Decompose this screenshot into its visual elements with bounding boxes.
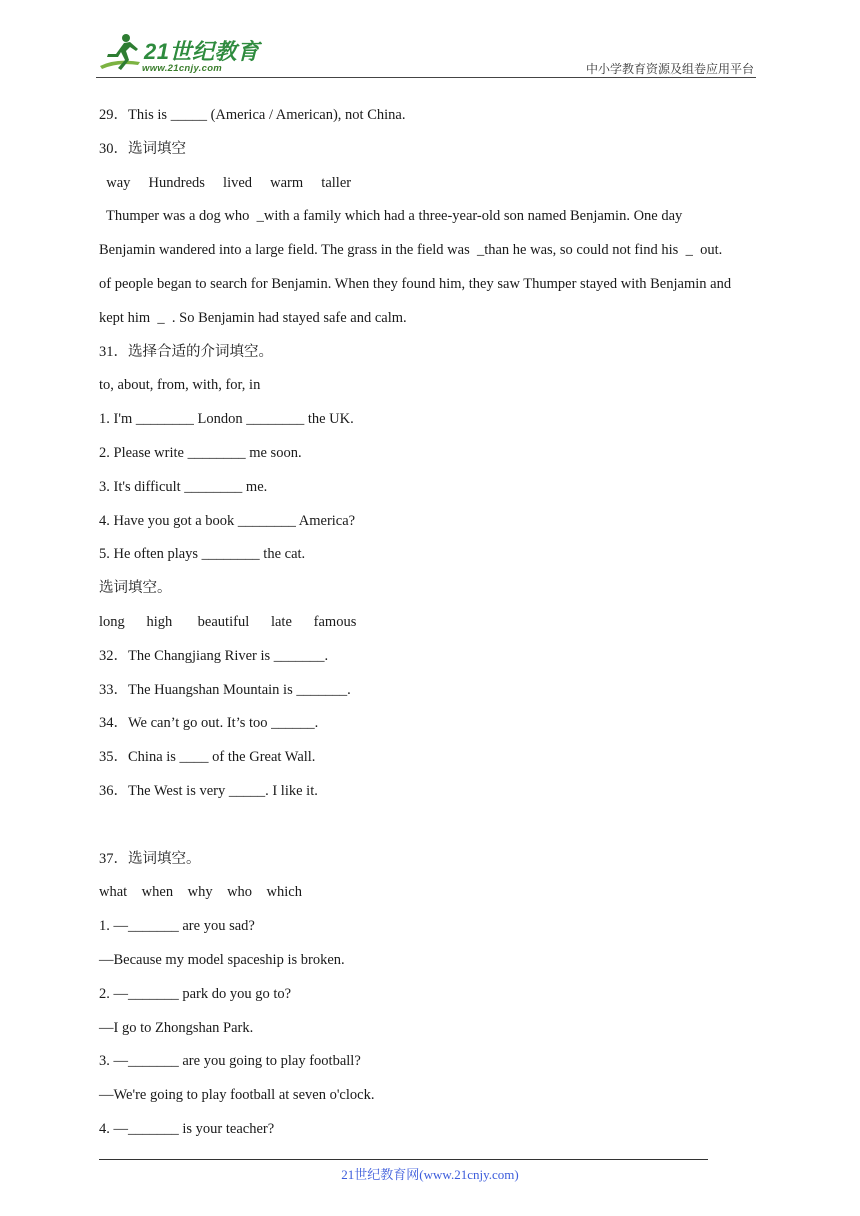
header-divider: [96, 77, 756, 78]
passage-line: Thumper was a dog who _with a family which had a three-year-old son named Benjamin. One day: [99, 208, 683, 225]
question-37-title: 37．选词填空。: [99, 850, 201, 867]
section-title: 选词填空。: [99, 580, 172, 597]
question-32: 32．The Changjiang River is _______.: [99, 647, 329, 664]
question-item: 2. Please write ________ me soon.: [99, 444, 302, 461]
question-36: 36．The West is very _____. I like it.: [99, 782, 318, 799]
runner-icon: [96, 32, 144, 76]
passage-line: Benjamin wandered into a large field. The grass in the field was _than he was, so could not find his _ out.: [99, 242, 723, 259]
footer-divider: [99, 1159, 708, 1160]
word-bank-30: way Hundreds lived warm taller: [99, 174, 352, 191]
passage-line: of people began to search for Benjamin. When they found him, they saw Thumper stayed with Benjamin and: [99, 275, 732, 292]
question-item: 3. It's difficult ________ me.: [99, 478, 268, 495]
word-bank-32-36: long high beautiful late famous: [99, 613, 357, 630]
word-bank-31: to, about, from, with, for, in: [99, 377, 261, 394]
footer-link[interactable]: 21世纪教育网(www.21cnjy.com): [341, 1167, 519, 1182]
answer-line: —Because my model spaceship is broken.: [99, 951, 345, 968]
question-item: 4. Have you got a book ________ America?: [99, 512, 356, 529]
question-item: 2. —_______ park do you go to?: [99, 985, 292, 1002]
question-item: 1. I'm ________ London ________ the UK.: [99, 411, 354, 428]
question-item: 5. He often plays ________ the cat.: [99, 546, 306, 563]
passage-line: kept him _ . So Benjamin had stayed safe and calm.: [99, 309, 407, 326]
exercise-content: [99, 101, 769, 1149]
logo-url: www.21cnjy.com: [142, 63, 223, 74]
answer-line: —I go to Zhongshan Park.: [99, 1019, 254, 1036]
question-34: 34．We can’t go out. It’s too ______.: [99, 715, 319, 732]
question-29: 29．This is _____ (America / American), not China.: [99, 107, 406, 123]
question-item: 1. —_______ are you sad?: [99, 918, 255, 935]
blank-line: [99, 811, 769, 845]
question-35: 35．China is ____ of the Great Wall.: [99, 749, 316, 766]
answer-line: —We're going to play football at seven o'clock.: [99, 1087, 375, 1104]
logo-text: 21世纪教育: [144, 39, 260, 64]
question-30-title: 30．选词填空: [99, 140, 186, 157]
site-slogan: 中小学教育资源及组卷应用平台: [585, 62, 754, 76]
question-33: 33．The Huangshan Mountain is _______.: [99, 681, 351, 698]
question-31-title: 31．选择合适的介词填空。: [99, 343, 273, 360]
word-bank-37: what when why who which: [99, 884, 302, 901]
question-item: 3. —_______ are you going to play football?: [99, 1053, 361, 1070]
site-logo: [96, 32, 266, 76]
question-item: 4. —_______ is your teacher?: [99, 1120, 275, 1137]
page-header: [96, 30, 756, 78]
